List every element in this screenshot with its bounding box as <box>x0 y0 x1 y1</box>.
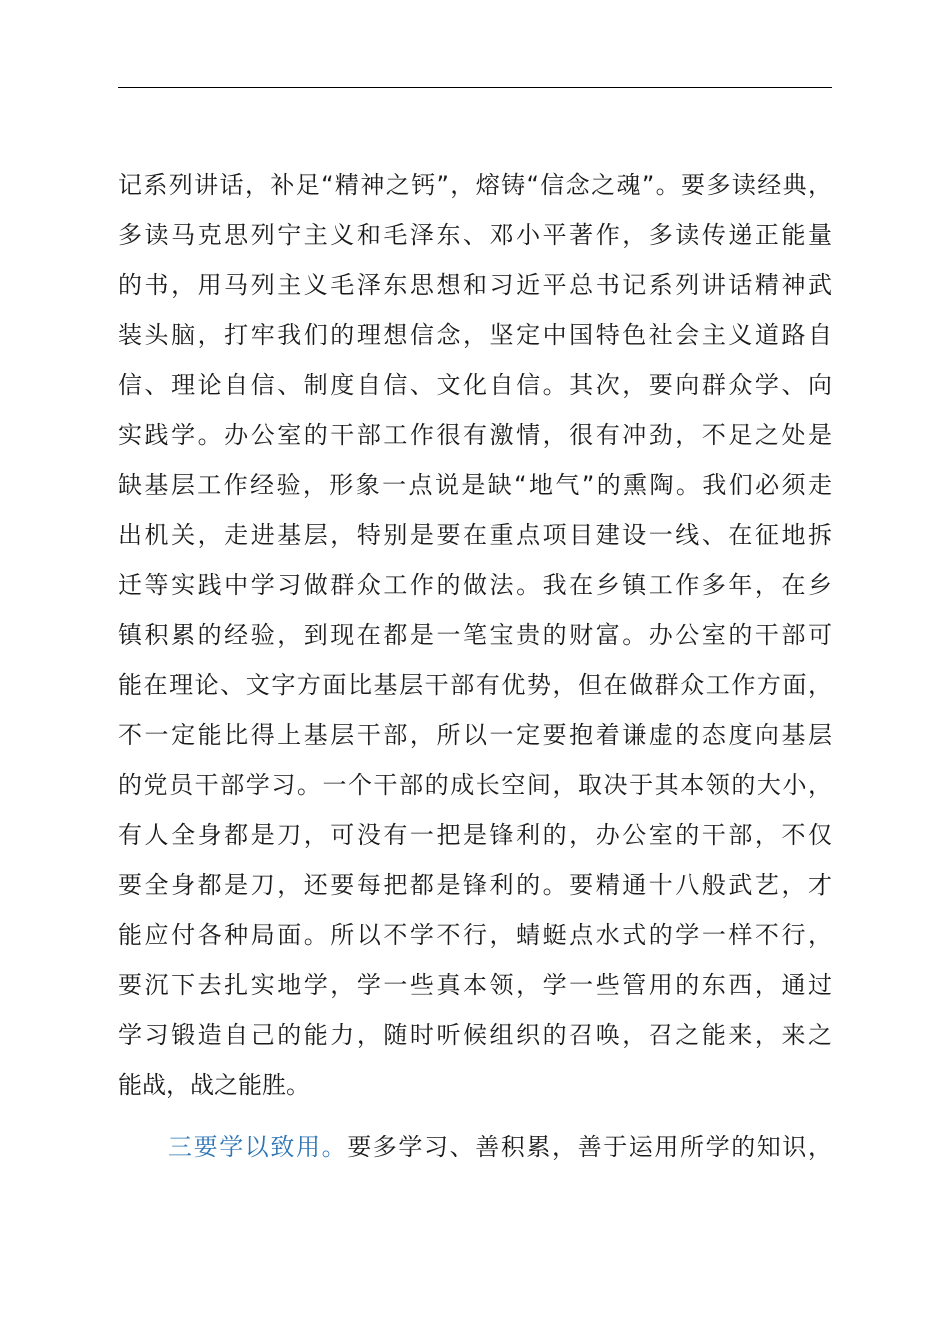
paragraph-2 <box>118 1122 832 1172</box>
text-line: 缺基层工作经验，形象一点说是缺“地气”的熏陶。我们必须走 <box>118 471 832 499</box>
text-line: 多读马克思列宁主义和毛泽东、邓小平著作，多读传递正能量 <box>118 221 832 249</box>
section-lead-heading: 三要学以致用。 <box>168 1133 348 1161</box>
text-line: 迁等实践中学习做群众工作的做法。我在乡镇工作多年，在乡 <box>118 571 832 599</box>
text-line: 出机关，走进基层，特别是要在重点项目建设一线、在征地拆 <box>118 521 832 549</box>
paragraph-1 <box>118 160 832 1110</box>
text-line: 有人全身都是刀，可没有一把是锋利的，办公室的干部，不仅 <box>118 821 832 849</box>
text-line: 能在理论、文字方面比基层干部有优势，但在做群众工作方面， <box>118 671 832 699</box>
header-rule <box>118 87 832 88</box>
text-line: 装头脑，打牢我们的理想信念，坚定中国特色社会主义道路自 <box>118 321 832 349</box>
section-lead-text: 要多学习、善积累，善于运用所学的知识， <box>347 1133 833 1161</box>
text-line: 信、理论自信、制度自信、文化自信。其次，要向群众学、向 <box>118 371 832 399</box>
text-line: 能战，战之能胜。 <box>118 1071 310 1099</box>
text-line: 不一定能比得上基层干部，所以一定要抱着谦虚的态度向基层 <box>118 721 832 749</box>
text-line: 的书，用马列主义毛泽东思想和习近平总书记系列讲话精神武 <box>118 271 832 299</box>
text-line: 要全身都是刀，还要每把都是锋利的。要精通十八般武艺，才 <box>118 871 832 899</box>
text-line: 镇积累的经验，到现在都是一笔宝贵的财富。办公室的干部可 <box>118 621 832 649</box>
text-line: 能应付各种局面。所以不学不行，蜻蜓点水式的学一样不行， <box>118 921 832 949</box>
text-line: 记系列讲话，补足“精神之钙”，熔铸“信念之魂”。要多读经典， <box>118 171 832 199</box>
text-line: 的党员干部学习。一个干部的成长空间，取决于其本领的大小， <box>118 771 832 799</box>
text-line: 学习锻造自己的能力，随时听候组织的召唤，召之能来，来之 <box>118 1021 832 1049</box>
text-line: 要沉下去扎实地学，学一些真本领，学一些管用的东西，通过 <box>118 971 832 999</box>
text-line <box>118 1122 832 1172</box>
text-line: 实践学。办公室的干部工作很有激情，很有冲劲，不足之处是 <box>118 421 832 449</box>
